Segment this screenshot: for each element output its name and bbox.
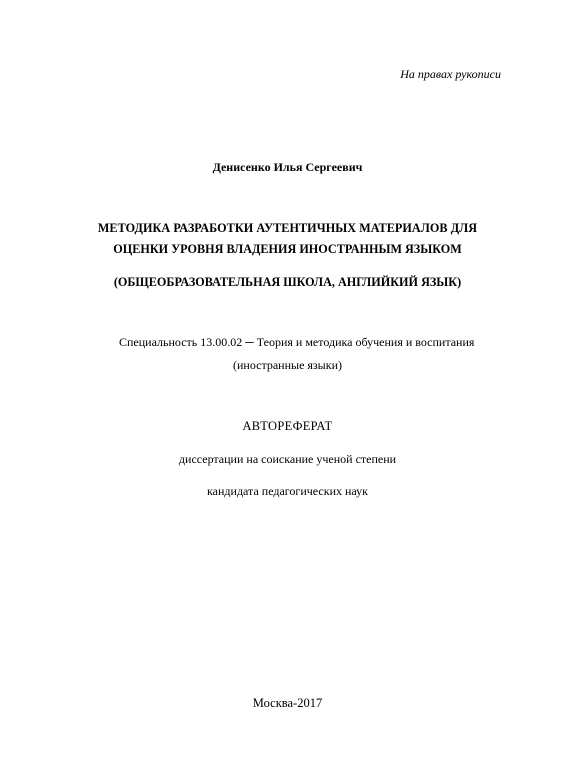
city-year: Москва-2017 <box>252 696 323 710</box>
title-line-1: МЕТОДИКА РАЗРАБОТКИ АУТЕНТИЧНЫХ МАТЕРИАЛОВ ДЛЯ <box>97 221 478 235</box>
specialty-line-2: (иностранные языки) <box>233 358 342 372</box>
copyright-note: На правах рукописи <box>400 67 501 81</box>
specialty-line-1: Специальность 13.00.02 ─ Теория и методика обучения и воспитания <box>119 335 475 349</box>
author-name: Денисенко Илья Сергеевич <box>212 160 363 174</box>
abstract-heading: АВТОРЕФЕРАТ <box>242 419 333 433</box>
title-subtitle: (ОБЩЕОБРАЗОВАТЕЛЬНАЯ ШКОЛА, АНГЛИЙКИЙ ЯЗЫК) <box>113 275 462 289</box>
dissertation-line-2: кандидата педагогических наук <box>207 484 368 498</box>
title-line-2: ОЦЕНКИ УРОВНЯ ВЛАДЕНИЯ ИНОСТРАННЫМ ЯЗЫКОМ <box>113 242 462 256</box>
dissertation-line-1: диссертации на соискание ученой степени <box>178 452 397 466</box>
